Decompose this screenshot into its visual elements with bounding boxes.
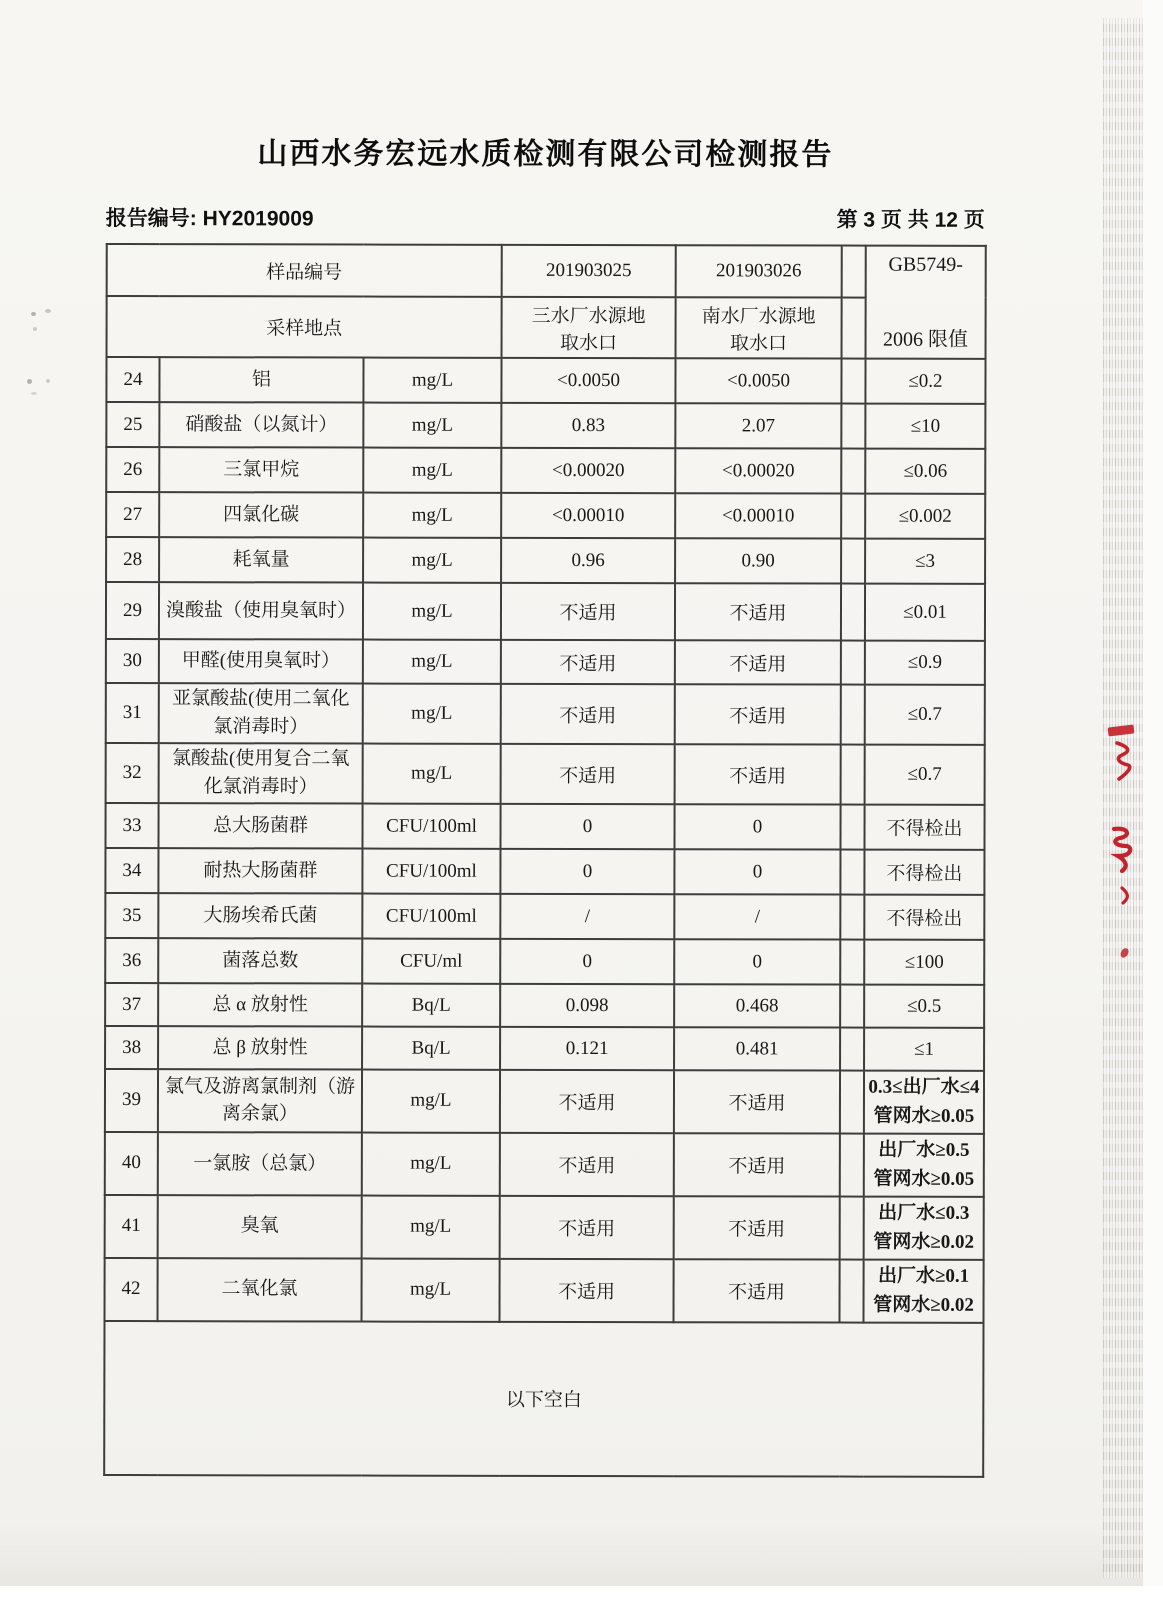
sample2-value-cell: 0.468 — [674, 984, 840, 1027]
limit-header-wrap — [870, 248, 982, 356]
blank-note-cell: 以下空白 — [104, 1320, 983, 1476]
sample1-location-cell: 三水厂水源地 取水口 — [502, 297, 676, 358]
gap-cell — [840, 1071, 864, 1134]
sample2-value-cell: 不适用 — [674, 1133, 840, 1196]
row-number-cell: 25 — [106, 402, 159, 447]
gap-cell — [841, 539, 865, 584]
unit-cell: mg/L — [363, 403, 501, 448]
sample2-value-cell: <0.0050 — [675, 358, 841, 403]
pencil-mark — [31, 392, 37, 395]
table-row — [106, 639, 985, 685]
pencil-mark — [27, 379, 32, 384]
table-row — [105, 1258, 984, 1323]
row-number-cell: 28 — [106, 537, 159, 582]
limit-header-cell — [866, 246, 986, 359]
param-name-cell: 二氧化氯 — [158, 1258, 362, 1321]
limit-cell: ≤0.9 — [865, 641, 985, 685]
sample1-value-cell: 不适用 — [501, 640, 675, 684]
limit-cell: ≤0.2 — [865, 359, 985, 404]
param-name-cell: 铝 — [159, 357, 363, 402]
sample1-value-cell: 0 — [500, 849, 674, 894]
param-name-cell: 总 α 放射性 — [158, 983, 362, 1026]
table-header-row-2 — [107, 296, 986, 359]
param-name-cell: 菌落总数 — [158, 938, 362, 983]
limit-cell: ≤0.5 — [864, 985, 984, 1028]
sample1-value-cell: <0.0050 — [501, 358, 675, 403]
table-row — [105, 983, 984, 1028]
sample1-value-cell: 不适用 — [501, 684, 675, 744]
param-name-cell: 亚氯酸盐(使用二氧化氯消毒时） — [159, 683, 363, 743]
table-row — [106, 743, 985, 805]
limit-cell: 不得检出 — [864, 850, 984, 895]
table-row — [105, 1069, 984, 1134]
unit-cell: mg/L — [363, 684, 501, 744]
scan-right-margin — [1143, 0, 1163, 1586]
location-label-cell: 采样地点 — [107, 296, 502, 358]
sample1-value-cell: 不适用 — [500, 1133, 674, 1196]
limit-standard-code: GB5749- — [888, 253, 963, 276]
sample2-value-cell: <0.00010 — [675, 493, 841, 538]
unit-cell: Bq/L — [362, 984, 500, 1027]
pencil-mark — [46, 379, 50, 383]
limit-cell: 出厂水≥0.1 管网水≥0.02 — [864, 1259, 984, 1322]
sample1-value-cell: 0 — [501, 804, 675, 849]
gap-cell — [841, 449, 865, 494]
gap-cell — [841, 404, 865, 449]
table-row — [106, 537, 985, 584]
page-edge-scan-band — [1103, 18, 1143, 1578]
sample1-value-cell: 不适用 — [501, 744, 675, 804]
limit-cell: 不得检出 — [865, 805, 985, 850]
sample1-value-cell: 0.83 — [501, 403, 675, 448]
red-stamp-fragment — [1113, 741, 1135, 781]
sample1-value-cell: 不适用 — [500, 1258, 674, 1321]
row-number-cell: 24 — [106, 357, 159, 402]
sample2-value-cell: 不适用 — [675, 583, 841, 640]
row-number-cell: 38 — [105, 1026, 158, 1069]
row-number-cell: 26 — [106, 447, 159, 492]
pencil-mark — [31, 312, 36, 316]
sample2-value-cell: / — [674, 894, 840, 939]
unit-cell: mg/L — [363, 744, 501, 804]
sample1-value-cell: 0.96 — [501, 538, 675, 583]
row-number-cell: 37 — [105, 983, 158, 1026]
limit-cell: ≤0.01 — [865, 584, 985, 641]
pencil-mark — [45, 309, 51, 313]
row-number-cell: 42 — [105, 1258, 158, 1321]
table-row — [105, 1026, 984, 1071]
table-row — [105, 893, 984, 940]
gap-cell — [841, 641, 865, 685]
gap-cell — [840, 1133, 864, 1196]
table-row — [106, 357, 985, 404]
unit-cell: CFU/100ml — [362, 894, 500, 939]
sample2-location-cell: 南水厂水源地 取水口 — [676, 297, 842, 358]
unit-cell: CFU/ml — [362, 939, 500, 984]
row-number-cell: 39 — [105, 1069, 158, 1132]
gap-cell — [841, 805, 865, 850]
row-number-cell: 34 — [105, 848, 158, 893]
row-number-cell: 41 — [105, 1195, 158, 1258]
limit-cell: ≤10 — [865, 404, 985, 449]
sample2-value-cell: 2.07 — [675, 403, 841, 448]
unit-cell: Bq/L — [362, 1027, 500, 1070]
sample2-value-cell: 不适用 — [675, 640, 841, 684]
row-number-cell: 33 — [105, 803, 158, 848]
sample2-value-cell: 0 — [675, 804, 841, 849]
sample1-value-cell: 不适用 — [500, 1196, 674, 1259]
pencil-mark — [33, 327, 37, 331]
table-row — [105, 848, 984, 895]
param-name-cell: 氯气及游离氯制剂（游离余氯） — [158, 1069, 362, 1132]
limit-cell: 不得检出 — [864, 895, 984, 940]
row-number-cell: 40 — [105, 1132, 158, 1195]
gap-cell — [841, 745, 865, 805]
table-row — [105, 938, 984, 985]
row-number-cell: 31 — [106, 683, 159, 743]
unit-cell: mg/L — [363, 583, 501, 640]
unit-cell: mg/L — [363, 640, 501, 684]
param-name-cell: 总 β 放射性 — [158, 1026, 362, 1069]
sample2-value-cell: 0.90 — [675, 538, 841, 583]
scan-bottom-margin — [0, 1586, 1163, 1600]
table-row — [105, 1132, 984, 1197]
param-name-cell: 甲醛(使用臭氧时） — [159, 639, 363, 683]
unit-cell: mg/L — [362, 1195, 500, 1258]
gap-cell — [841, 685, 865, 745]
table-row — [106, 492, 985, 539]
sample1-value-cell: 不适用 — [501, 583, 675, 640]
gap-cell — [840, 1028, 864, 1071]
sample1-value-cell: 不适用 — [500, 1070, 674, 1133]
unit-cell: mg/L — [362, 1132, 500, 1195]
unit-cell: mg/L — [363, 448, 501, 493]
unit-cell: CFU/100ml — [362, 804, 500, 849]
param-name-cell: 四氯化碳 — [159, 492, 363, 537]
gap-cell — [841, 359, 865, 404]
report-table — [103, 243, 987, 1477]
gap-cell — [842, 298, 866, 359]
row-number-cell: 36 — [105, 938, 158, 983]
param-name-cell: 臭氧 — [158, 1195, 362, 1258]
report-meta-row — [106, 202, 985, 234]
sample-no-label-cell: 样品编号 — [107, 244, 502, 297]
limit-cell: ≤0.002 — [865, 494, 985, 539]
limit-standard-year: 2006 限值 — [883, 328, 969, 351]
param-name-cell: 三氯甲烷 — [159, 447, 363, 492]
sample2-no-cell: 201903026 — [676, 245, 842, 297]
sample2-value-cell: 不适用 — [674, 1070, 840, 1133]
row-number-cell: 32 — [106, 743, 159, 803]
limit-cell: ≤0.06 — [865, 449, 985, 494]
param-name-cell: 大肠埃希氏菌 — [158, 893, 362, 938]
gap-cell — [841, 584, 865, 641]
row-number-cell: 29 — [106, 582, 159, 639]
gap-cell — [840, 850, 864, 895]
unit-cell: mg/L — [363, 358, 501, 403]
unit-cell: mg/L — [362, 1070, 500, 1133]
sample2-value-cell: 0 — [674, 939, 840, 984]
gap-cell — [840, 1259, 864, 1322]
blank-footer-row — [104, 1320, 983, 1476]
sample2-value-cell: <0.00020 — [675, 448, 841, 493]
sample2-value-cell: 0 — [674, 849, 840, 894]
param-name-cell: 耗氧量 — [159, 537, 363, 582]
limit-cell: ≤100 — [864, 940, 984, 985]
report-content — [103, 128, 985, 1477]
row-number-cell: 30 — [106, 639, 159, 683]
limit-cell: ≤1 — [864, 1028, 984, 1071]
row-number-cell: 35 — [105, 893, 158, 938]
table-row — [106, 683, 985, 745]
unit-cell: mg/L — [363, 538, 501, 583]
sample1-value-cell: / — [500, 894, 674, 939]
sample1-no-cell: 201903025 — [502, 245, 676, 297]
table-row — [106, 582, 985, 641]
sample2-value-cell: 不适用 — [675, 684, 841, 744]
red-stamp-fragment — [1119, 886, 1132, 905]
gap-cell — [840, 940, 864, 985]
sample1-value-cell: 0.121 — [500, 1027, 674, 1070]
sample1-value-cell: 0 — [500, 939, 674, 984]
limit-cell: ≤0.7 — [865, 685, 985, 745]
sample2-value-cell: 不适用 — [675, 744, 841, 804]
table-header-row-1 — [107, 244, 986, 298]
sample1-value-cell: <0.00010 — [501, 493, 675, 538]
limit-cell: 出厂水≥0.5 管网水≥0.05 — [864, 1133, 984, 1196]
gap-cell — [840, 985, 864, 1028]
table-row — [106, 402, 985, 449]
unit-cell: mg/L — [362, 1258, 500, 1321]
param-name-cell: 溴酸盐（使用臭氧时） — [159, 582, 363, 639]
limit-cell: ≤3 — [865, 539, 985, 584]
sample2-value-cell: 0.481 — [674, 1027, 840, 1070]
limit-cell: 0.3≤出厂水≤4 管网水≥0.05 — [864, 1071, 984, 1134]
sample1-value-cell: <0.00020 — [501, 448, 675, 493]
report-title: 山西水务宏远水质检测有限公司检测报告 — [257, 137, 834, 172]
param-name-cell: 氯酸盐(使用复合二氧化氯消毒时） — [159, 743, 363, 803]
sample2-value-cell: 不适用 — [674, 1259, 840, 1322]
table-row — [106, 447, 985, 494]
sample1-value-cell: 0.098 — [500, 984, 674, 1027]
gap-cell — [842, 246, 866, 298]
table-row — [105, 1195, 984, 1260]
report-number: 报告编号: HY2019009 — [105, 206, 314, 231]
unit-cell: CFU/100ml — [362, 849, 500, 894]
table-row — [105, 803, 984, 850]
row-number-cell: 27 — [106, 492, 159, 537]
sample2-value-cell: 不适用 — [674, 1196, 840, 1259]
red-stamp-fragment — [1109, 825, 1135, 873]
limit-cell: ≤0.7 — [865, 745, 985, 805]
param-name-cell: 一氯胺（总氯） — [158, 1132, 362, 1195]
page-indicator: 第 3 页 共 12 页 — [836, 208, 985, 232]
param-name-cell: 硝酸盐（以氮计） — [159, 402, 363, 447]
gap-cell — [841, 494, 865, 539]
gap-cell — [840, 895, 864, 940]
unit-cell: mg/L — [363, 493, 501, 538]
limit-cell: 出厂水≤0.3 管网水≥0.02 — [864, 1196, 984, 1259]
param-name-cell: 总大肠菌群 — [158, 803, 362, 848]
param-name-cell: 耐热大肠菌群 — [158, 848, 362, 893]
gap-cell — [840, 1196, 864, 1259]
